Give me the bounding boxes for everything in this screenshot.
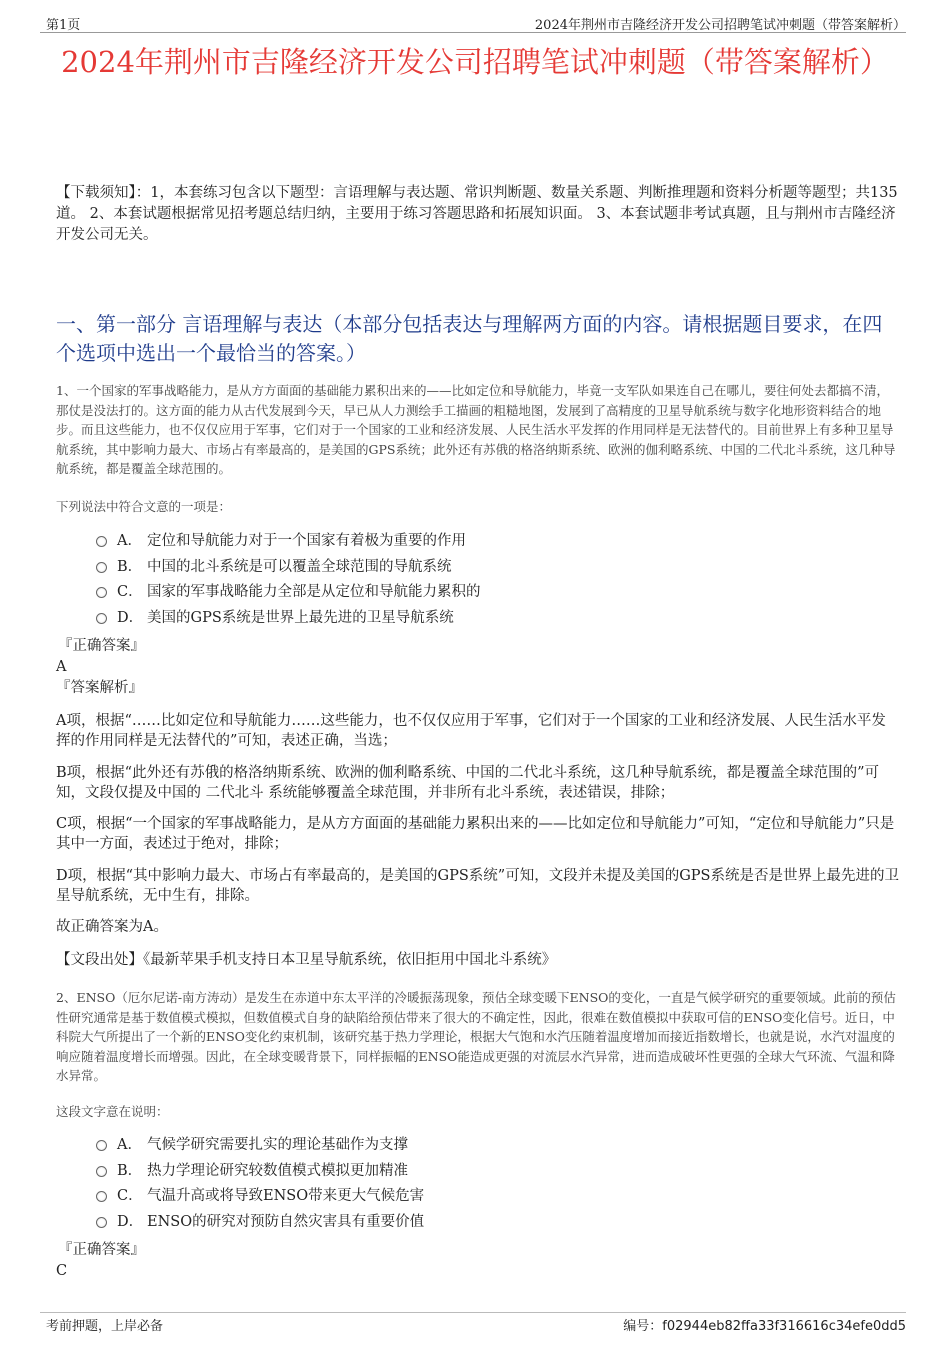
answer-label: 『正确答案』 xyxy=(58,638,145,654)
radio-icon[interactable] xyxy=(96,1166,107,1177)
page-header xyxy=(40,14,906,33)
q1-source xyxy=(56,950,900,970)
source-text: 【文段出处】《最新苹果手机支持日本卫星导航系统，依旧拒用中国北斗系统》 xyxy=(56,952,557,968)
analysis-label: 『答案解析』 xyxy=(56,680,143,696)
answer-label: 『正确答案』 xyxy=(58,1242,145,1258)
question-2-prompt xyxy=(56,1102,900,1122)
analysis-text: C项，根据“一个国家的军事战略能力，是从方方面面的基础能力累积出来的——比如定位和导航能力”可知，“定位和导航能力”只是其中一方面，表述过于绝对，排除； xyxy=(56,816,895,852)
q1-option-d[interactable] xyxy=(96,606,856,632)
option-text: 热力学理论研究较数值模式模拟更加精准 xyxy=(147,1162,408,1179)
option-letter: B． xyxy=(117,558,143,575)
section-heading: 一、第一部分 言语理解与表达（本部分包括表达与理解两方面的内容。请根据题目要求，在四个选项中选出一个最恰当的答案。） xyxy=(56,312,883,365)
option-text: 国家的军事战略能力全部是从定位和导航能力累积的 xyxy=(147,584,481,600)
question-2-passage xyxy=(56,988,900,1086)
page-number: 第1页 xyxy=(46,18,81,33)
option-letter: D． xyxy=(117,1213,144,1230)
footer-slogan: 考前押题，上岸必备 xyxy=(46,1319,164,1334)
q1-analysis-b xyxy=(56,763,900,803)
radio-icon[interactable] xyxy=(96,587,107,598)
option-letter: A． xyxy=(117,533,142,549)
option-letter: A． xyxy=(117,1137,142,1153)
option-text: 美国的GPS系统是世界上最先进的卫星导航系统 xyxy=(147,609,454,626)
question-1-passage xyxy=(56,381,900,479)
q1-answer-block xyxy=(56,636,900,698)
q1-passage-text: 1、一个国家的军事战略能力，是从方方面面的基础能力累积出来的——比如定位和导航能力，毕竟一支军队如果连自己在哪儿，要往何处去都搞不清，那仗是没法打的。这方面的能力从古代发展到今天，早已从人力测绘手工描画的粗糙地图，发展到了高精度的卫星导航系统与数字化地形资料结合的地步。而且这些能力，也不仅仅应用于军事，它们对于一个国家的工业和经济发展、人民生活水平发挥的作用同样是无法替代的。目前世界上有多种卫星导航系统，其中影响力最大、市场占有率最高的，是美国的GPS系统；此外还有苏俄的格洛纳斯系统、欧洲的伽利略系统、中国的二代北斗系统，这几种导航系统，都是覆盖全球范围的。 xyxy=(56,383,896,476)
page-footer xyxy=(40,1312,906,1333)
radio-icon[interactable] xyxy=(96,613,107,624)
radio-icon[interactable] xyxy=(96,1217,107,1228)
radio-icon[interactable] xyxy=(96,1191,107,1202)
analysis-text: B项，根据“此外还有苏俄的格洛纳斯系统、欧洲的伽利略系统、中国的二代北斗系统，这几种导航系统，都是覆盖全球范围的”可知，文段仅提及中国的 二代北斗 系统能够覆盖全球范围，并非所有北斗系统，表述错误，排除； xyxy=(56,765,879,801)
radio-icon[interactable] xyxy=(96,536,107,547)
q2-option-b[interactable] xyxy=(96,1159,856,1185)
option-letter: C． xyxy=(117,1188,143,1204)
document-title: 2024年荆州市吉隆经济开发公司招聘笔试冲刺题（带答案解析） xyxy=(61,45,889,79)
q1-option-b[interactable] xyxy=(96,555,856,581)
radio-icon[interactable] xyxy=(96,1140,107,1151)
q2-passage-text: 2、ENSO（厄尔尼诺-南方涛动）是发生在赤道中东太平洋的冷暖振荡现象，预估全球变暖下ENSO的变化，一直是气候学研究的重要领域。此前的预估性研究通常是基于数值模式模拟，但数值模式自身的缺陷给预估带来了很大的不确定性，因此，很难在数值模拟中获取可信的ENSO变化信号。近日，中科院大气所提出了一个新的ENSO变化约束机制，该研究基于热力学理论，根据大气饱和水汽压随着温度增加而接近指数增长，也就是说，水汽对温度的响应随着温度增长而增强。因此，在全球变暖背景下，同样振幅的ENSO能造成更强的对流层水汽异常，进而造成破坏性更强的全球大气环流、气温和降水异常。 xyxy=(56,990,896,1083)
q2-prompt-text: 这段文字意在说明： xyxy=(56,1104,169,1119)
analysis-text: D项，根据“其中影响力最大、市场占有率最高的，是美国的GPS系统”可知，文段并未提及美国的GPS系统是否是世界上最先进的卫星导航系统，无中生有，排除。 xyxy=(56,868,899,904)
option-text: ENSO的研究对预防自然灾害具有重要价值 xyxy=(147,1213,425,1230)
q2-option-c[interactable] xyxy=(96,1184,856,1210)
q1-conclusion xyxy=(56,917,900,937)
option-letter: B． xyxy=(117,1162,143,1179)
radio-icon[interactable] xyxy=(96,562,107,573)
q1-option-c[interactable] xyxy=(96,580,856,606)
q2-option-d[interactable] xyxy=(96,1210,856,1236)
option-text: 气候学研究需要扎实的理论基础作为支撑 xyxy=(147,1137,408,1153)
document-code: 编号：f02944eb82ffa33f316616c34efe0dd5 xyxy=(623,1319,906,1334)
q2-answer-block xyxy=(56,1240,900,1281)
q1-options xyxy=(96,529,856,631)
q1-prompt-text: 下列说法中符合文意的一项是： xyxy=(56,499,232,514)
correct-answer: A xyxy=(56,659,67,675)
q1-analysis-d xyxy=(56,866,900,906)
option-letter: D． xyxy=(117,609,144,626)
q1-analysis-a xyxy=(56,711,900,751)
correct-answer: C xyxy=(56,1263,68,1279)
option-letter: C． xyxy=(117,584,143,600)
option-text: 定位和导航能力对于一个国家有着极为重要的作用 xyxy=(147,533,466,549)
analysis-text: A项，根据“……比如定位和导航能力……这些能力，也不仅仅应用于军事，它们对于一个国家的工业和经济发展、人民生活水平发挥的作用同样是无法替代的”可知，表述正确，当选； xyxy=(56,713,886,749)
option-text: 气温升高或将导致ENSO带来更大气候危害 xyxy=(147,1188,425,1204)
question-1-prompt xyxy=(56,497,900,517)
q2-option-a[interactable] xyxy=(96,1133,856,1159)
q2-options xyxy=(96,1133,856,1235)
option-text: 中国的北斗系统是可以覆盖全球范围的导航系统 xyxy=(147,558,452,575)
analysis-text: 故正确答案为A。 xyxy=(56,919,168,935)
header-doc-title: 2024年荆州市吉隆经济开发公司招聘笔试冲刺题（带答案解析） xyxy=(534,18,906,33)
q1-analysis-c xyxy=(56,814,900,854)
q1-option-a[interactable] xyxy=(96,529,856,555)
download-notice: 【下载须知】：1，本套练习包含以下题型：言语理解与表达题、常识判断题、数量关系题、判断推理题和资料分析题等题型；共135道。 2、本套试题根据常见招考题总结归纳，主要用于练习答题思路和拓展知识面。 3、本套试题非考试真题，且与荆州市吉隆经济开发公司无关。 xyxy=(56,185,898,243)
